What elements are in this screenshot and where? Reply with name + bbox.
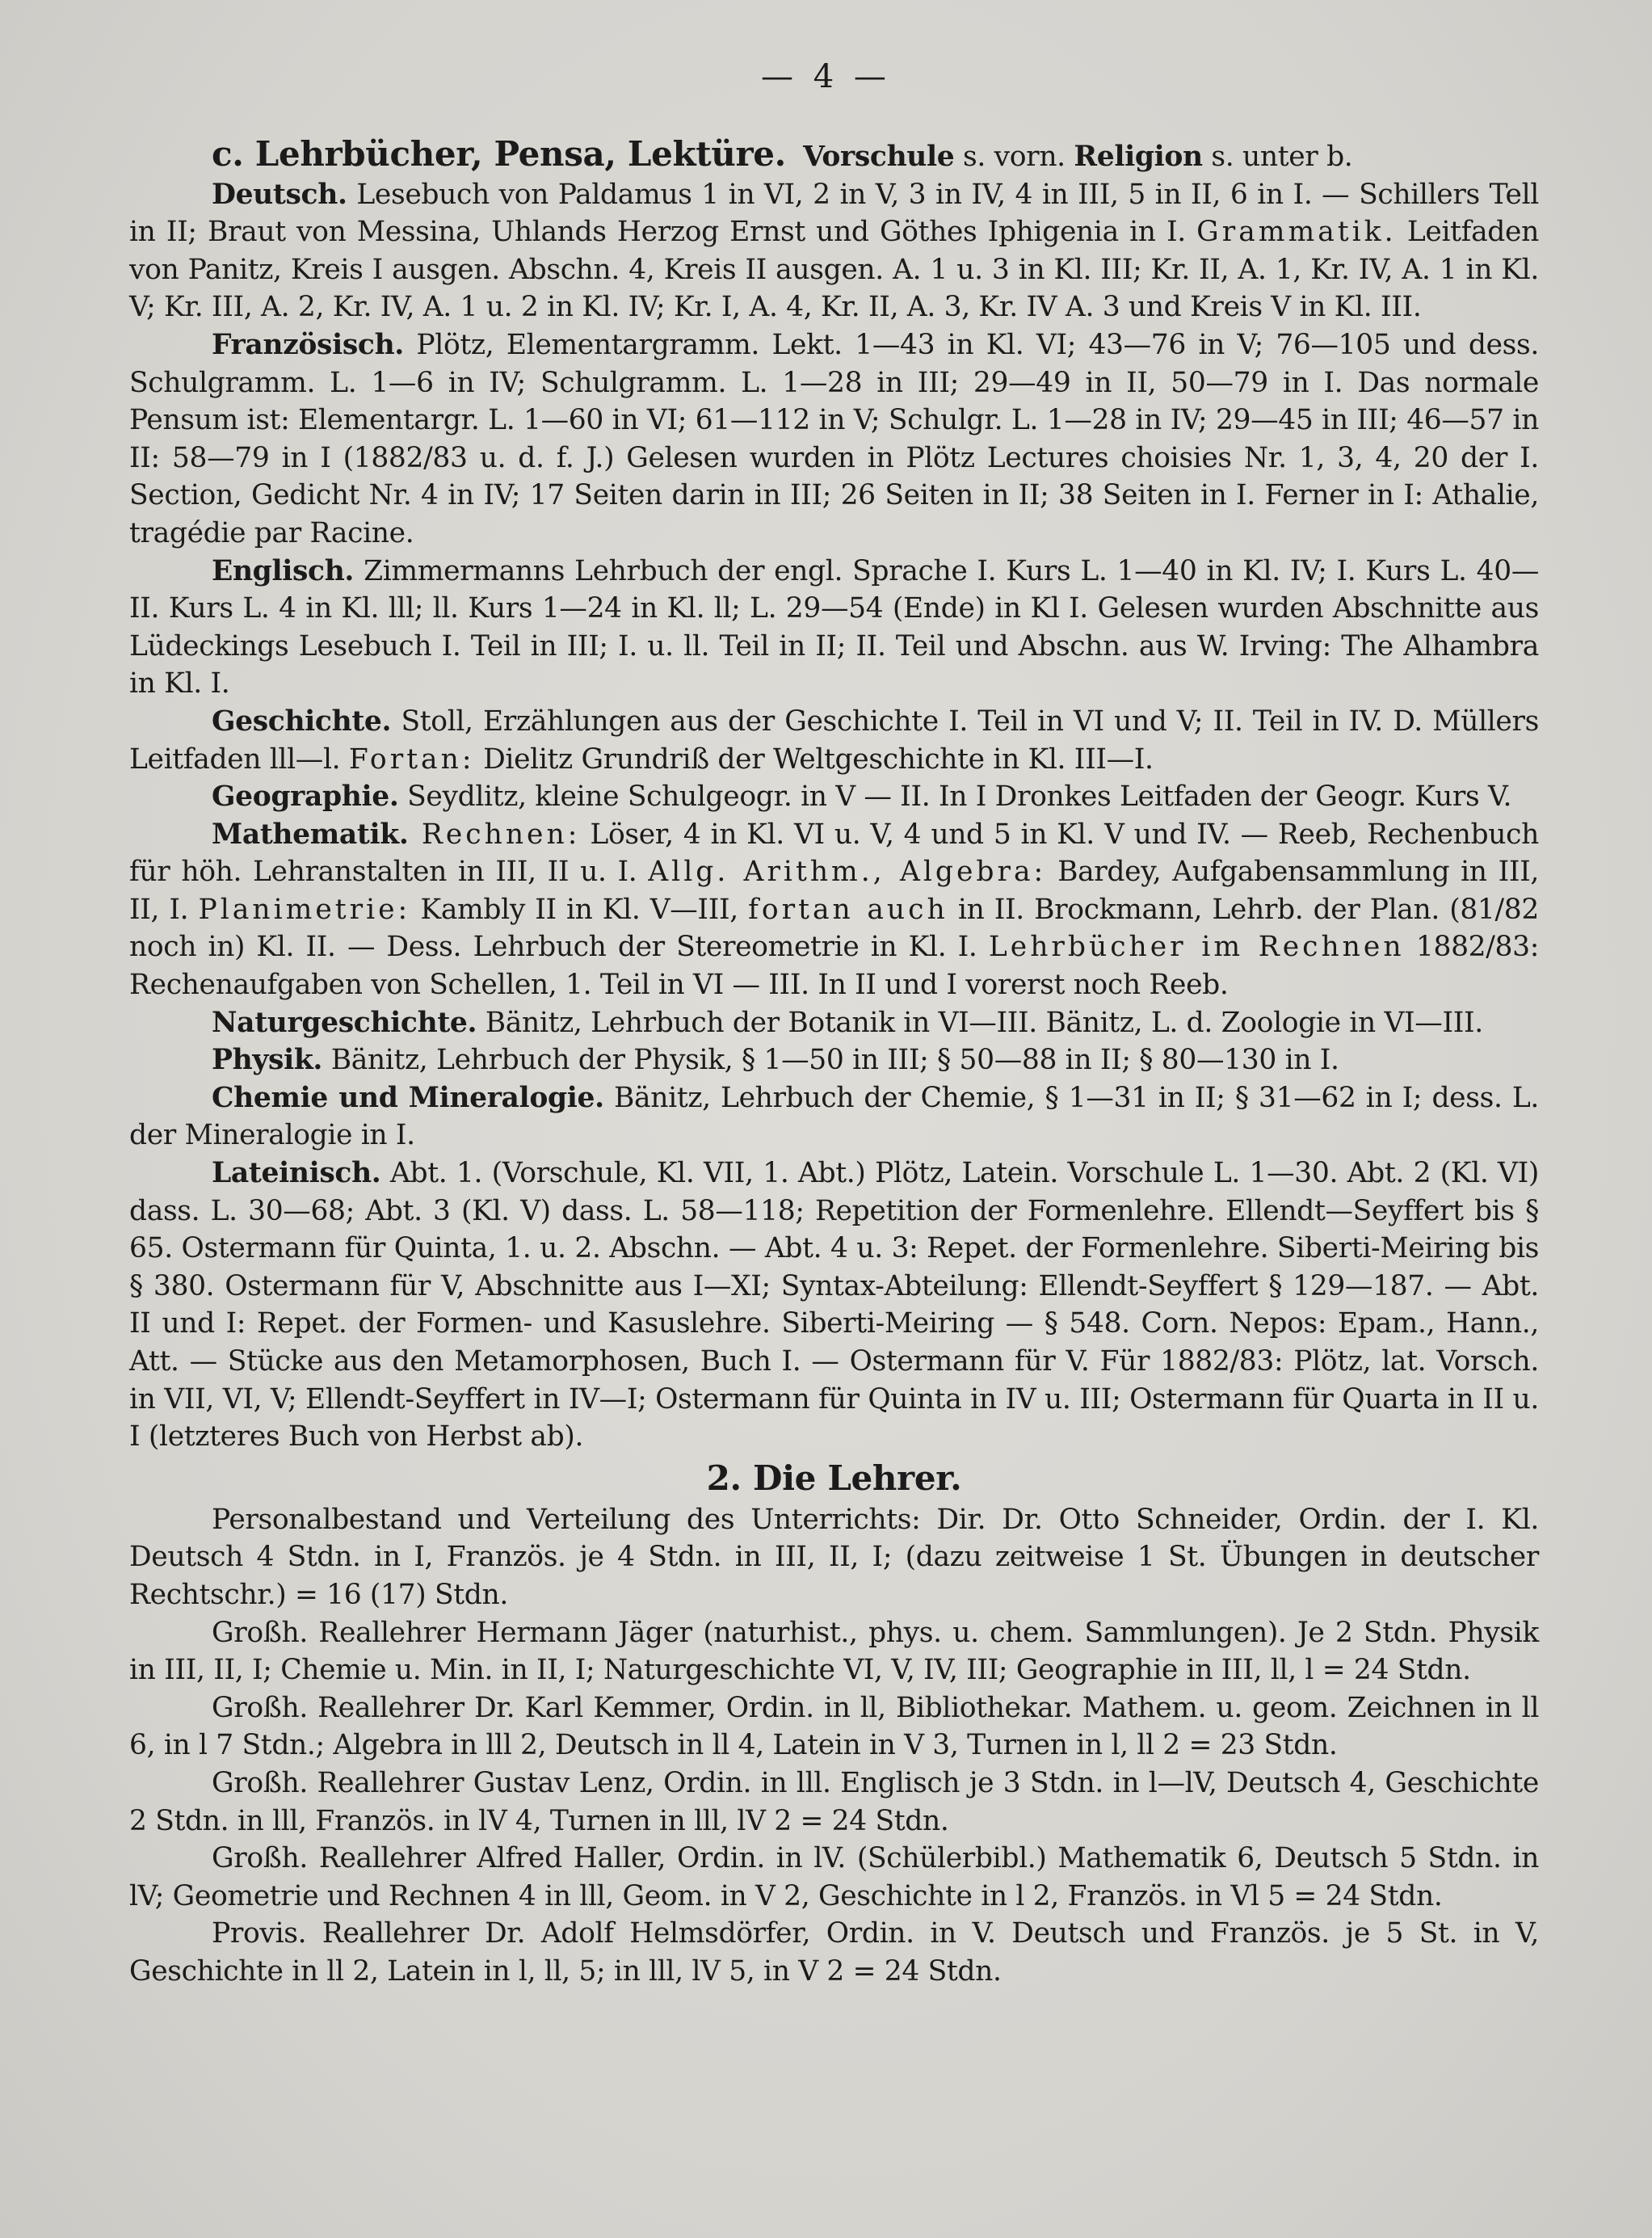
geschichte-paragraph [129, 703, 1539, 778]
vorschule-text: s. vorn. [954, 141, 1074, 173]
section-c-paragraph [129, 136, 1539, 176]
englisch-label: Englisch. [212, 554, 355, 587]
geographie-label: Geographie. [212, 780, 399, 814]
mathematik-text-d: in II. Brockmann, Lehrb. der Plan. (81/82 noch in) Kl. II. — Dess. Lehrbuch der Stereometrie in Kl. I. [129, 893, 1539, 964]
geographie-text: Seydlitz, kleine Schulgeogr. in V — II. In I Dronkes Leitfaden der Geogr. Kurs V. [398, 780, 1512, 814]
deutsch-text-b: Leitfaden von Panitz, Kreis I ausgen. Abschn. 4, Kreis II ausgen. A. 1 u. 3 in Kl. III; Kr. II, A. 1, Kr. IV, A. 1 in Kl. V; Kr. III, A. 2, Kr. IV, A. 1 u. 2 in Kl. IV; Kr. I, A. 4, Kr. II, A. 3, Kr. IV A. 3 und Kreis V in Kl. III. [129, 216, 1539, 324]
mathematik-text-e: 1882/83: Rechenaufgaben von Schellen, 1. Teil in VI — III. In II und I vorerst noch Reeb. [129, 931, 1540, 1002]
section-c-heading: c. Lehrbücher, Pensa, Lektüre. [212, 134, 786, 174]
lehrbuecher-label: Lehrbücher im Rechnen [988, 931, 1405, 964]
geschichte-fortan: Fortan: [348, 742, 475, 776]
religion-text: s. unter b. [1202, 141, 1353, 173]
naturgeschichte-paragraph [129, 1004, 1539, 1042]
chemie-text: Bänitz, Lehrbuch der Chemie, § 1—31 in II; § 31—62 in I; dess. L. der Mineralogie in I. [129, 1081, 1540, 1152]
naturgeschichte-label: Naturgeschichte. [212, 1006, 477, 1039]
religion-label: Religion [1074, 141, 1203, 173]
text-column [129, 136, 1539, 1991]
mathematik-paragraph [129, 816, 1539, 1004]
teacher-paragraph: Großh. Reallehrer Dr. Karl Kemmer, Ordin. in ll, Bibliothekar. Mathem. u. geom. Zeichnen in ll 6, in l 7 Stdn.; Algebra in lll 2, Deutsch in ll 4, Latein in V 3, Turnen in l, ll 2 = 23 Stdn. [129, 1691, 1539, 1762]
mathematik-text-c: Kambly II in Kl. V—III, [410, 893, 749, 926]
grammatik-label: Grammatik. [1196, 216, 1397, 249]
mathematik-label: Mathematik. [212, 818, 409, 851]
franzoesisch-label: Französisch. [212, 328, 404, 361]
lateinisch-label: Lateinisch. [212, 1157, 381, 1190]
geschichte-label: Geschichte. [212, 705, 392, 738]
lateinisch-text: Abt. 1. (Vorschule, Kl. VII, 1. Abt.) Plötz, Latein. Vorschule L. 1—30. Abt. 2 (Kl. VI) dass. L. 30—68; Abt. 3 (Kl. V) dass. L. 58—118; Repetition der Formenlehre. Ellendt—Seyffert bis § 65. Ostermann für Quinta, 1. u. 2. Abschn. — Abt. 4 u. 3: Repet. der Formenlehre. Siberti-Meiring bis § 380. Ostermann für V, Abschnitte aus I—XI; Syntax-Abteilung: Ellendt-Seyffert § 129—187. — Abt. II und I: Repet. der Formen- und Kasuslehre. Siberti-Meiring — § 548. Corn. Nepos: Epam., Hann., Att. — Stücke aus den Metamorphosen, Buch I. — Ostermann für V. Für 1882/83: Plötz, lat. Vorsch. in VII, VI, V; Ellendt-Seyffert in IV—I; Ostermann für Quinta in IV u. III; Ostermann für Quarta in II u. I (letzteres Buch von Herbst ab). [129, 1157, 1539, 1453]
chemie-label: Chemie und Mineralogie. [212, 1081, 604, 1114]
mathematik-fortan: fortan auch [748, 893, 948, 926]
arithmetik-label: Allg. Arithm., Algebra: [648, 856, 1047, 889]
physik-label: Physik. [212, 1044, 323, 1077]
chemie-paragraph [129, 1079, 1539, 1155]
franzoesisch-text: Plötz, Elementargramm. Lekt. 1—43 in Kl. VI; 43—76 in V; 76—105 und dess. Schulgramm. L. 1—6 in IV; Schulgramm. L. 1—28 in III; 29—49 in II, 50—79 in I. Das normale Pensum ist: Elementargr. L. 1—60 in VI; 61—112 in V; Schulgr. L. 1—28 in IV; 29—45 in III; 46—57 in II: 58—79 in I (1882/83 u. d. f. J.) Gelesen wurden in Plötz Lectures choisies Nr. 1, 3, 4, 20 der I. Section, Gedicht Nr. 4 in IV; 17 Seiten darin in III; 26 Seiten in II; 38 Seiten in I. Ferner in I: Athalie, tragédie par Racine. [129, 328, 1539, 549]
rechnen-label: Rechnen: [408, 818, 581, 851]
vorschule-label: Vorschule [803, 141, 955, 173]
physik-paragraph [129, 1041, 1539, 1079]
naturgeschichte-text: Bänitz, Lehrbuch der Botanik in VI—III. Bänitz, L. d. Zoologie in VI—III. [477, 1006, 1483, 1039]
lateinisch-paragraph [129, 1155, 1539, 1456]
teacher-paragraph: Großh. Reallehrer Gustav Lenz, Ordin. in lll. Englisch je 3 Stdn. in l—lV, Deutsch 4, Geschichte 2 Stdn. in lll, Französ. in lV 4, Turnen in lll, lV 2 = 24 Stdn. [129, 1766, 1539, 1837]
mathematik-text-a: Löser, 4 in Kl. VI u. V, 4 und 5 in Kl. V und IV. — Reeb, Rechenbuch für höh. Lehranstalten in III, II u. I. [129, 818, 1539, 889]
deutsch-text-a: Lesebuch von Paldamus 1 in VI, 2 in V, 3 in IV, 4 in III, 5 in II, 6 in I. — Schillers Tell in II; Braut von Messina, Uhlands Herzog Ernst und Göthes Iphigenia in I. [129, 178, 1539, 249]
deutsch-label: Deutsch. [212, 178, 347, 211]
deutsch-paragraph [129, 176, 1539, 326]
teacher-paragraph: Großh. Reallehrer Hermann Jäger (naturhist., phys. u. chem. Sammlungen). Je 2 Stdn. Physik in III, II, I; Chemie u. Min. in II, I; Naturgeschichte VI, V, IV, III; Geographie in III, ll, l = 24 Stdn. [129, 1616, 1539, 1687]
geschichte-text-b: Dielitz Grundriß der Weltgeschichte in Kl. III—I. [474, 742, 1154, 776]
planimetrie-label: Planimetrie: [198, 893, 411, 926]
englisch-paragraph [129, 553, 1539, 703]
geschichte-text-a: Stoll, Erzählungen aus der Geschichte I. Teil in VI und V; II. Teil in IV. D. Müllers Leitfaden lll—l. [129, 705, 1539, 776]
lehrer-intro-paragraph: Personalbestand und Verteilung des Unterrichts: Dir. Dr. Otto Schneider, Ordin. der I. Kl. Deutsch 4 Stdn. in I, Französ. je 4 Stdn. in III, II, I; (dazu zeitweise 1 St. Übungen in deutscher Rechtschr.) = 16 (17) Stdn. [129, 1503, 1539, 1611]
teacher-paragraph: Großh. Reallehrer Alfred Haller, Ordin. in lV. (Schülerbibl.) Mathematik 6, Deutsch 5 Stdn. in lV; Geometrie und Rechnen 4 in lll, Geom. in V 2, Geschichte in l 2, Französ. in Vl 5 = 24 Stdn. [129, 1842, 1539, 1912]
page-number: — 4 — [761, 58, 891, 95]
englisch-text: Zimmermanns Lehrbuch der engl. Sprache I. Kurs L. 1—40 in Kl. IV; I. Kurs L. 40—II. Kurs L. 4 in Kl. lll; ll. Kurs 1—24 in Kl. ll; L. 29—54 (Ende) in Kl I. Gelesen wurden Abschnitte aus Lüdeckings Lesebuch I. Teil in III; I. u. ll. Teil in II; II. Teil und Abschn. aus W. Irving: The Alhambra in Kl. I. [129, 554, 1539, 700]
franzoesisch-paragraph [129, 326, 1539, 553]
physik-text: Bänitz, Lehrbuch der Physik, § 1—50 in III; § 50—88 in II; § 80—130 in I. [322, 1044, 1339, 1077]
teacher-paragraph: Provis. Reallehrer Dr. Adolf Helmsdörfer, Ordin. in V. Deutsch und Französ. je 5 St. in V, Geschichte in ll 2, Latein in l, ll, 5; in lll, lV 5, in V 2 = 24 Stdn. [129, 1917, 1539, 1988]
geographie-paragraph [129, 778, 1539, 816]
section-2-heading: 2. Die Lehrer. [706, 1458, 962, 1498]
mathematik-text-b: Bardey, Aufgabensammlung in III, II, I. [129, 856, 1540, 926]
